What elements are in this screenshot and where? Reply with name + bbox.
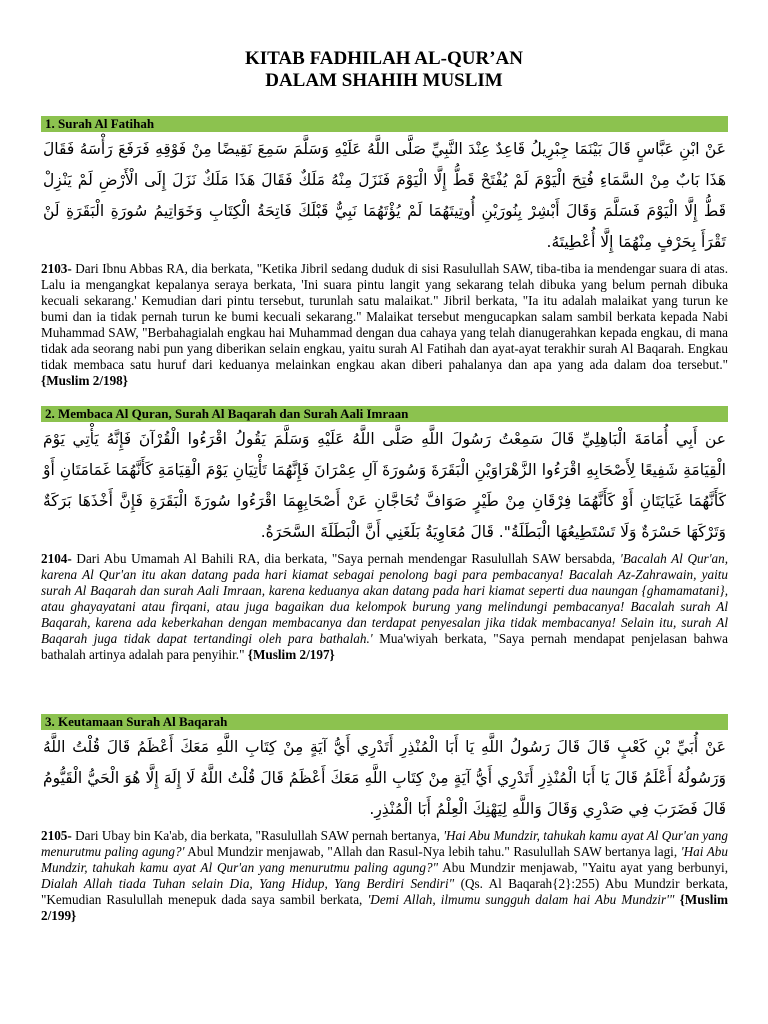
hadith-number: 2104-: [41, 551, 72, 566]
document-title-line2: DALAM SHAHIH MUSLIM: [265, 70, 503, 91]
hadith-reference: {Muslim 2/198}: [41, 373, 128, 388]
hadith-quote: 'Bacalah Al Qur'an, karena Al Qur'an itu akan datang pada hari kiamat sebagai penolong bagi para pembacanya! Bacalah Az-Zahrawain, yaitu surah Al Baqarah dan surah Aali Imraan, karena keduanya akan datang pada hari kiamat seperti dua naungan {ghamamatani}, atau ghayayatani atau firqani, atau juga bagaikan dua kelompok burung yang melindungi pembacanya! Bacalah surah Al Baqarah, karena ada keberkahan dengan membacanya dan terdapat penyesalan jika tidak membacanya! Selain itu, surah Al Baqarah juga tidak dapat tertandingi oleh para bathalah.': [41, 551, 728, 646]
translation-body: Dari Abu Umamah Al Bahili RA, dia berkata, "Saya pernah mendengar Rasulullah SAW bersabda,: [71, 551, 620, 566]
translation-text: [41, 551, 728, 663]
hadith-number: 2103-: [41, 261, 72, 276]
arabic-text: عَنْ أُبَيِّ بْنِ كَعْبٍ قَالَ قَالَ رَسُولُ اللَّهِ يَا أَبَا الْمُنْذِرِ أَتَدْرِي أَيُّ آيَةٍ مِنْ كِتَابِ اللَّهِ مَعَكَ أَعْظَمُ قَالَ قُلْتُ اللَّهُ وَرَسُولُهُ أَعْلَمُ قَالَ يَا أَبَا الْمُنْذِرِ أَتَدْرِي أَيُّ آيَةٍ مِنْ كِتَابِ اللَّهِ مَعَكَ أَعْظَمُ قَالَ قُلْتُ اللَّهُ لَا إِلَهَ إِلَّا هُوَ الْحَيُّ الْقَيُّومُ قَالَ فَضَرَبَ فِي صَدْرِي وَقَالَ وَاللَّهِ لِيَهْنِكَ الْعِلْمُ أَبَا الْمُنْذِرِ.: [43, 738, 726, 818]
section-heading: 3. Keutamaan Surah Al Baqarah: [41, 714, 728, 730]
section-heading: 2. Membaca Al Quran, Surah Al Baqarah dan Surah Aali Imraan: [41, 406, 728, 422]
hadith-quote: 'Demi Allah, ilmumu sungguh dalam hai Abu Mundzir'": [367, 892, 675, 907]
section-surah-al-fatihah: [41, 116, 728, 389]
section-keutamaan-al-baqarah: [41, 714, 728, 924]
translation-body: Abu Mundzir menjawab, "Yaitu ayat yang berbunyi,: [438, 860, 728, 875]
translation-body: Dari Ibnu Abbas RA, dia berkata, "Ketika Jibril sedang duduk di sisi Rasulullah SAW, tiba-tiba ia mendengar suara di atas. Lalu ia mengangkat kepalanya seraya berkata, 'Ini suara pintu langit yang sekarang telah dibuka yang belum pernah dibuka kecuali sekarang.' Kemudian dari pintu tersebut, turunlah satu malaikat." Jibril berkata, "Ia itu adalah malaikat yang turun ke bumi dan ia tidak pernah turun ke bumi kecuali sekarang." Malaikat tersebut mengucapkan salam sambil berkata kepada Nabi Muhammad SAW, "Berbahagialah engkau hai Muhammad dengan dua cahaya yang telah dianugerahkan kepada engkau, di mana tidak ada seorang nabi pun yang diberikan selain engkau, yaitu surah Al Fatihah dan ayat-ayat terakhir surah Al Baqarah. Engkau tidak membaca satu huruf dari keduanya melainkan engkau akan diberi pahalanya dan apa yang ada dalam doa tersebut.": [41, 261, 728, 372]
translation-body: Dari Ubay bin Ka'ab, dia berkata, "Rasulullah SAW pernah bertanya,: [71, 828, 444, 843]
hadith-reference: {Muslim 2/199}: [41, 892, 729, 923]
translation-body: (Qs. Al Baqarah{2}:255) Abu Mundzir berkata, "Kemudian Rasulullah menepuk dada saya sambil berkata,: [41, 876, 729, 907]
arabic-text: عَنْ ابْنِ عَبَّاسٍ قَالَ بَيْنَمَا جِبْرِيلُ قَاعِدٌ عِنْدَ النَّبِيِّ صَلَّى اللَّهُ عَلَيْهِ وَسَلَّمَ سَمِعَ نَقِيضًا مِنْ فَوْقِهِ فَرَفَعَ رَأْسَهُ فَقَالَ هَذَا بَابٌ مِنْ السَّمَاءِ فُتِحَ الْيَوْمَ لَمْ يُفْتَحْ قَطُّ إِلَّا الْيَوْمَ فَنَزَلَ مِنْهُ مَلَكٌ فَقَالَ هَذَا مَلَكٌ نَزَلَ إِلَى الْأَرْضِ لَمْ يَنْزِلْ قَطُّ إِلَّا الْيَوْمَ فَسَلَّمَ وَقَالَ أَبْشِرْ بِنُورَيْنِ أُوتِيتَهُمَا لَمْ يُؤْتَهُمَا نَبِيٌّ قَبْلَكَ فَاتِحَةُ الْكِتَابِ وَخَوَاتِيمُ سُورَةِ الْبَقَرَةِ لَنْ تَقْرَأَ بِحَرْفٍ مِنْهُمَا إِلَّا أُعْطِيتَهُ.: [43, 140, 726, 251]
arabic-text: عن أَبِي أُمَامَةَ الْبَاهِلِيِّ قَالَ سَمِعْتُ رَسُولَ اللَّهِ صَلَّى اللَّهُ عَلَيْهِ وَسَلَّمَ يَقُولُ اقْرَءُوا الْقُرْآنَ فَإِنَّهُ يَأْتِي يَوْمَ الْقِيَامَةِ شَفِيعًا لِأَصْحَابِهِ اقْرَءُوا الزَّهْرَاوَيْنِ الْبَقَرَةَ وَسُورَةَ آلِ عِمْرَانَ فَإِنَّهُمَا تَأْتِيَانِ يَوْمَ الْقِيَامَةِ كَأَنَّهُمَا غَمَامَتَانِ أَوْ كَأَنَّهُمَا غَيَايَتَانِ أَوْ كَأَنَّهُمَا فِرْقَانِ مِنْ طَيْرٍ صَوَافَّ تُحَاجَّانِ عَنْ أَصْحَابِهِمَا اقْرَءُوا سُورَةَ الْبَقَرَةِ فَإِنَّ أَخْذَهَا بَرَكَةٌ وَتَرْكَهَا حَسْرَةٌ وَلَا تَسْتَطِيعُهَا الْبَطَلَةُ". قَالَ مُعَاوِيَةُ بَلَغَنِي أَنَّ الْبَطَلَةَ السَّحَرَةُ.: [43, 430, 726, 541]
hadith-number: 2105-: [41, 828, 72, 843]
hadith-quote: Dialah Allah tiada Tuhan selain Dia, Yang Hidup, Yang Berdiri Sendiri": [41, 876, 455, 891]
section-membaca-al-quran: [41, 406, 728, 663]
hadith-reference: {Muslim 2/197}: [247, 647, 335, 662]
section-heading: 1. Surah Al Fatihah: [41, 116, 728, 132]
translation-body: Mua'wiyah berkata, "Saya pernah mendapat penjelasan bahwa bathalah artinya adalah para penyihir.": [41, 631, 729, 662]
hadith-quote: 'Hai Abu Mundzir, tahukah kamu ayat Al Qur'an yang menurutmu paling agung?": [41, 844, 728, 875]
document-title-line1: KITAB FADHILAH AL-QUR’AN: [245, 48, 523, 69]
translation-body: Abul Mundzir menjawab, "Allah dan Rasul-Nya lebih tahu." Rasulullah SAW bertanya lagi,: [184, 844, 681, 859]
hadith-quote: 'Hai Abu Mundzir, tahukah kamu ayat Al Qur'an yang menurutmu paling agung?': [41, 828, 728, 859]
translation-text: [41, 828, 728, 924]
translation-text: [41, 261, 728, 389]
